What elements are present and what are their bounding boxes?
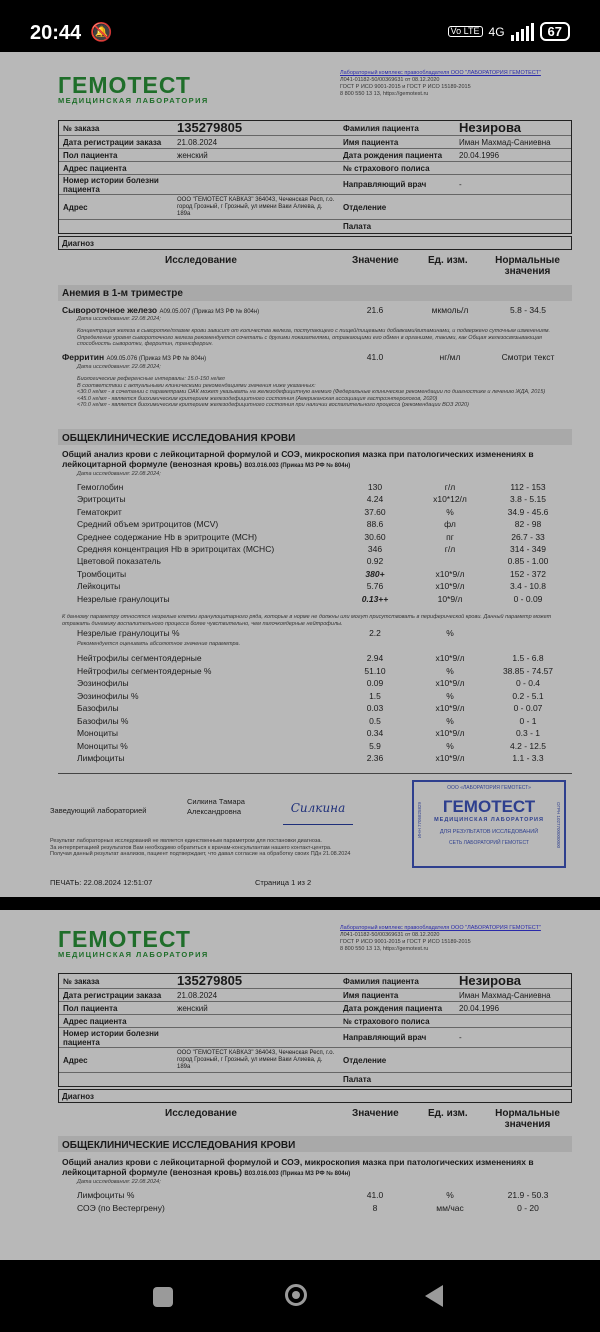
row-value: 0.92 [366, 556, 384, 567]
iron-unit: мкмоль/л [431, 305, 469, 315]
cbc-title: Общий анализ крови с лейкоцитарной формулой и СОЭ, микроскопия мазка при патологических изменениях в лейкоцитарной формуле (венозная кровь) [62, 449, 534, 469]
order-number: 135279805 [177, 973, 243, 988]
row-unit: фл [444, 519, 456, 530]
clock: 20:44 [30, 22, 82, 44]
doctor-label: Направляющий врач [343, 180, 427, 189]
back-button[interactable] [425, 1285, 443, 1307]
diagnosis-row [58, 1089, 572, 1103]
info-row [59, 194, 571, 219]
row-norm: 1.1 - 3.3 [512, 753, 544, 763]
row-value: 5.76 [366, 581, 384, 592]
row-value: 2.36 [366, 753, 384, 763]
lab-line[interactable]: Лабораторный комплекс правообладателя ООО "ЛАБОРАТОРИЯ ГЕМОТЕСТ" [340, 70, 541, 76]
reg-date: 21.08.2024 [177, 991, 218, 1000]
dob: 20.04.1996 [459, 1004, 500, 1013]
signal-icon [511, 23, 534, 41]
row-unit: % [446, 740, 454, 751]
row-norm: 21.9 - 50.3 [507, 1190, 549, 1200]
row-value: 346 [367, 544, 383, 554]
row-norm: 0 - 20 [517, 1202, 539, 1213]
row-name: Цветовой показатель [77, 556, 161, 567]
cbc-title-block [62, 1157, 570, 1179]
surname: Незирова [459, 120, 522, 135]
name-label: Имя пациента [343, 138, 399, 147]
col-value: Значение [352, 1108, 399, 1119]
diagnosis-label: Диагноз [62, 1092, 94, 1101]
col-unit: Ед. изм. [428, 1108, 468, 1119]
system-nav-bar [0, 1262, 600, 1332]
stamp-side-right: ОГРН 1027700000000 [556, 802, 561, 848]
info-row [59, 1001, 571, 1014]
name-label: Имя пациента [343, 991, 399, 1000]
row-norm: 112 - 153 [510, 482, 546, 492]
row-norm: 0.85 - 1.00 [507, 556, 549, 567]
col-study: Исследование [165, 1108, 237, 1119]
cbc-title: Общий анализ крови с лейкоцитарной формулой и СОЭ, микроскопия мазка при патологических изменениях в лейкоцитарной формуле (венозная кровь) [62, 1157, 534, 1177]
row-value: 88.6 [366, 519, 384, 530]
brand-subtitle: МЕДИЦИНСКАЯ ЛАБОРАТОРИЯ [58, 950, 209, 959]
row-name: Гематокрит [77, 506, 122, 517]
row-value: 51.10 [364, 665, 386, 676]
status-icons [448, 22, 570, 41]
ferritin-unit: нг/мл [439, 352, 461, 362]
row-unit: % [446, 1190, 454, 1200]
info-row [59, 148, 571, 161]
info-row [59, 174, 571, 194]
row-unit: 10*9/л [437, 593, 463, 604]
row-norm: 34.9 - 45.6 [507, 506, 549, 517]
lab-line[interactable]: 8 800 550 13 13, https://gemotest.ru [340, 946, 429, 952]
anemia-title: Анемия в 1-м триместре [62, 288, 183, 299]
info-row [59, 1014, 571, 1027]
info-row [59, 161, 571, 174]
brand-subtitle: МЕДИЦИНСКАЯ ЛАБОРАТОРИЯ [58, 96, 209, 105]
dob: 20.04.1996 [459, 151, 500, 160]
lab-line: ГОСТ Р ИСО 9001-2015 и ГОСТ Р ИСО 15189-2015 [340, 84, 471, 90]
volte-icon: Vo LTE [448, 26, 483, 37]
status-bar [0, 0, 600, 60]
iron-code: A09.05.007 (Приказ МЗ РФ № 804н) [159, 309, 260, 315]
row-norm: 152 - 372 [510, 568, 546, 579]
row-unit: мм/час [436, 1202, 464, 1213]
stamp-sub: МЕДИЦИНСКАЯ ЛАБОРАТОРИЯ [434, 817, 544, 823]
info-row [59, 974, 571, 988]
row-value: 0.13++ [361, 593, 389, 604]
row-name: Нейтрофилы сегментоядерные [77, 653, 202, 663]
doctor-label: Направляющий врач [343, 1033, 427, 1042]
row-name: Моноциты [77, 728, 118, 738]
row-unit: x10*12/л [433, 494, 467, 505]
info-row [59, 219, 571, 233]
lab-line: Л041-01182-50/00369631 от 08.12.2020 [340, 932, 440, 938]
stamp-bottom: СЕТЬ ЛАБОРАТОРИЙ ГЕМОТЕСТ [449, 840, 529, 846]
ig-pct-value: 2.2 [369, 628, 381, 638]
info-row [59, 1072, 571, 1086]
row-name: Базофилы [77, 703, 119, 713]
lab-line: Л041-01182-50/00369631 от 08.12.2020 [340, 77, 440, 83]
signature: Силкина [283, 794, 353, 825]
lab-line: ГОСТ Р ИСО 9001-2015 и ГОСТ Р ИСО 15189-2015 [340, 939, 471, 945]
row-name: Лимфоциты [77, 753, 125, 763]
diagnosis-row [58, 236, 572, 250]
row-value: 2.94 [366, 653, 384, 663]
history-label: Номер истории болезни пациента [63, 1029, 159, 1047]
row-name: Нейтрофилы сегментоядерные % [77, 665, 212, 676]
row-value: 0.34 [366, 728, 384, 738]
row-norm: 0.3 - 1 [515, 728, 541, 738]
home-button[interactable] [285, 1284, 307, 1306]
info-row [59, 1047, 571, 1072]
row-value: 37.60 [364, 506, 386, 517]
disclaimer: Результат лабораторных исследований не является единственным параметром для постановки диагноза. За интерпретацией результатов Вам необходимо обратиться к врачам-консультантам нашего контакт-центра. Получая данный результат анализов, пациент подтверждает, что давал согласие на обработку своих ПДн 21.08.2024 [50, 838, 351, 858]
head-name: Силкина Тамара Александровна [187, 797, 245, 816]
row-unit: % [446, 665, 454, 676]
lab-address: ООО "ГЕМОТЕСТ КАВКАЗ" 364043, Чеченская Респ, г.о. город Грозный, г Грозный, ул имени Ваки Алиева, д. 189а [177, 197, 335, 217]
row-unit: x10*9/л [435, 678, 465, 688]
document-page-2 [0, 910, 600, 1260]
ig-pct-unit: % [446, 628, 454, 638]
ig-pct-note: Рекомендуется оценивать абсолютное значение параметра. [77, 641, 241, 647]
policy-label: № страхового полиса [343, 1017, 430, 1026]
dob-label: Дата рождения пациента [343, 1004, 443, 1013]
row-value: 5.9 [369, 740, 381, 751]
row-name: Гемоглобин [77, 482, 124, 492]
cbc-code: B03.016.003 (Приказ МЗ РФ № 804н) [244, 1171, 351, 1177]
ward-label: Палата [343, 222, 372, 231]
row-norm: 82 - 98 [514, 519, 542, 530]
info-row [59, 121, 571, 135]
row-norm: 0 - 1 [519, 715, 537, 726]
cbc-date: Дата исследования: 22.08.2024; [77, 471, 161, 477]
sex-label: Пол пациента [63, 151, 118, 160]
surname-label: Фамилия пациента [343, 977, 419, 986]
row-name: Незрелые гранулоциты [77, 593, 170, 604]
row-norm: 0 - 0.4 [515, 678, 541, 688]
row-norm: 3.8 - 5.15 [510, 494, 546, 505]
iron-name: Сывороточное железо [62, 305, 158, 315]
row-value: 0.09 [366, 678, 384, 688]
cbc-section: ОБЩЕКЛИНИЧЕСКИЕ ИССЛЕДОВАНИЯ КРОВИ [62, 1140, 296, 1151]
col-unit: Ед. изм. [428, 255, 468, 266]
row-name: Тромбоциты [77, 568, 127, 579]
row-value: 30.60 [364, 531, 386, 542]
row-norm: 314 - 349 [510, 544, 546, 554]
row-unit: % [446, 506, 454, 517]
brand-logo [58, 928, 209, 959]
info-row [59, 135, 571, 148]
col-study: Исследование [165, 255, 237, 266]
recents-button[interactable] [153, 1287, 173, 1307]
stamp-top: ООО «ЛАБОРАТОРИЯ ГЕМОТЕСТ» [447, 785, 531, 791]
row-norm: 0 - 0.09 [513, 593, 543, 604]
addr-label: Адрес [63, 203, 88, 212]
patient-name: Иман Махмад-Саниевна [459, 991, 551, 1000]
row-value: 41.0 [366, 1190, 384, 1200]
mute-icon: 🔕 [90, 22, 113, 42]
row-name: Лейкоциты [77, 581, 121, 592]
reg-label: Дата регистрации заказа [63, 138, 162, 147]
patient-info-table [58, 973, 572, 1087]
sex: женский [177, 151, 208, 160]
row-norm: 3.4 - 10.8 [510, 581, 546, 592]
ig-note: К данному параметру относятся незрелые клетки гранулоцитарного ряда, которые в норме не должны или могут присутствовать в периферической крови. Данный параметр может отражать динамику воспалительного процесса более чувствительно, чем палочкоядерные нейтрофилы. [62, 614, 552, 627]
address-label: Адрес пациента [63, 1017, 127, 1026]
ferritin-row [62, 352, 206, 362]
row-unit: x10*9/л [435, 703, 465, 713]
row-name: Эозинофилы % [77, 690, 139, 701]
print-time: ПЕЧАТЬ: 22.08.2024 12:51:07 [50, 878, 153, 887]
document-page-1 [0, 52, 600, 897]
iron-note: Концентрация железа в сыворотке/плазме крови зависит от количества железа, поступающего с пищей/пищевыми добавками/витаминами, и подвержено суточным изменениям. Определение уровня сывороточного железа рекомендуется сочетать с другими показателями, отражающими его обмен в организме, такими, как Общая железосвязывающая способность сыворотки, ферритин, трансферрин. [77, 328, 551, 348]
row-unit: % [446, 690, 454, 701]
col-norm: Нормальные значения [495, 1108, 560, 1130]
surname-label: Фамилия пациента [343, 124, 419, 133]
iron-value: 21.6 [366, 305, 384, 315]
diagnosis-label: Диагноз [62, 239, 94, 248]
row-norm: 4.2 - 12.5 [510, 740, 546, 751]
sex-label: Пол пациента [63, 1004, 118, 1013]
dob-label: Дата рождения пациента [343, 151, 443, 160]
order-label: № заказа [63, 124, 100, 133]
lab-info [340, 70, 580, 98]
network-label: 4G [488, 24, 505, 39]
brand-name: ГЕМОТЕСТ [58, 926, 191, 952]
patient-name: Иман Махмад-Саниевна [459, 138, 551, 147]
info-row [59, 1027, 571, 1047]
col-norm: Нормальные значения [495, 255, 560, 277]
row-value: 380+ [365, 568, 385, 579]
row-name: Базофилы % [77, 715, 129, 726]
dept-label: Отделение [343, 203, 387, 212]
page-separator [0, 897, 600, 910]
row-unit: г/л [444, 482, 456, 492]
row-name: Среднее содержание Hb в эритроците (MCH) [77, 531, 257, 542]
doctor: - [459, 1033, 462, 1042]
sex: женский [177, 1004, 208, 1013]
ferritin-code: A09.05.076 (Приказ МЗ РФ № 804н) [106, 356, 207, 362]
row-unit: x10*9/л [435, 653, 465, 663]
ferritin-name: Ферритин [62, 352, 105, 362]
stamp-brand: ГЕМОТЕСТ [442, 797, 536, 816]
surname: Незирова [459, 973, 522, 988]
row-name: Моноциты % [77, 740, 128, 751]
page-number: Страница 1 из 2 [255, 878, 312, 887]
row-norm: 38.85 - 74.57 [502, 665, 554, 676]
row-norm: 26.7 - 33 [511, 531, 545, 542]
row-name: СОЭ (по Вестергрену) [77, 1202, 165, 1213]
row-unit: г/л [444, 544, 456, 554]
ferritin-note: Биологические референсные интервалы: 15.0-150 нг/мл В соответствии с актуальными клиническими рекомендациями значения ниже указанных: <30.0 нг/мл - в сочетании с параметрами ОАК может указывать на железодефицитную анемию (Федеральные клинические рекомендации по диагностике и лечению ЖДА, 2015) <45.0 нг/мл - является биохимическим критерием железодефицитного состояния (Американская ассоциация гастроэнтерологов, 2020) <70.0 нг/мл - является биохимическим критерием железодефицитного состояния при наличии воспалительного процесса (рекомендации ВОЗ 2020) [77, 376, 546, 409]
row-unit: x10*9/л [435, 753, 465, 763]
row-name: Средний объем эритроцитов (MCV) [77, 519, 219, 530]
row-value: 8 [372, 1202, 378, 1213]
lab-stamp [412, 780, 566, 868]
order-number: 135279805 [177, 120, 243, 135]
dept-label: Отделение [343, 1056, 387, 1065]
row-name: Средняя концентрация Hb в эритроцитах (MCHC) [77, 544, 275, 554]
ig-pct-name: Незрелые гранулоциты % [77, 628, 180, 638]
row-unit: % [446, 715, 454, 726]
row-value: 0.5 [369, 715, 381, 726]
policy-label: № страхового полиса [343, 164, 430, 173]
row-unit: x10*9/л [435, 581, 465, 592]
stamp-mid: ДЛЯ РЕЗУЛЬТАТОВ ИССЛЕДОВАНИЙ [439, 829, 539, 835]
cbc-date: Дата исследования: 22.08.2024; [77, 1179, 161, 1185]
ferritin-norm: Смотри текст [501, 352, 555, 362]
row-name: Лимфоциты % [77, 1190, 135, 1200]
row-value: 1.5 [369, 690, 381, 701]
row-norm: 0.2 - 5.1 [512, 690, 544, 701]
row-value: 130 [367, 482, 383, 492]
row-unit: x10*9/л [435, 568, 465, 579]
cbc-code: B03.016.003 (Приказ МЗ РФ № 804н) [244, 463, 351, 469]
lab-line[interactable]: 8 800 550 13 13, https://gemotest.ru [340, 91, 429, 97]
head-label: Заведующий лабораторией [50, 806, 147, 815]
patient-info-table [58, 120, 572, 234]
iron-norm: 5.8 - 34.5 [510, 305, 546, 315]
address-label: Адрес пациента [63, 164, 127, 173]
reg-date: 21.08.2024 [177, 138, 218, 147]
divider [58, 773, 572, 774]
brand-logo [58, 74, 209, 105]
col-value: Значение [352, 255, 399, 266]
row-value: 0.03 [366, 703, 384, 713]
order-label: № заказа [63, 977, 100, 986]
iron-date: Дата исследования: 22.08.2024; [77, 316, 161, 322]
row-name: Эозинофилы [77, 678, 129, 688]
reg-label: Дата регистрации заказа [63, 991, 162, 1000]
stamp-side-left: ИНН 7705825829 [417, 802, 422, 839]
cbc-section: ОБЩЕКЛИНИЧЕСКИЕ ИССЛЕДОВАНИЯ КРОВИ [62, 433, 296, 444]
cbc-title-block [62, 449, 570, 471]
ferritin-date: Дата исследования: 22.08.2024; [77, 364, 161, 370]
row-unit: пг [446, 531, 454, 542]
row-unit: x10*9/л [435, 728, 465, 738]
battery-icon: 67 [540, 22, 570, 41]
info-row [59, 988, 571, 1001]
row-name: Эритроциты [77, 494, 126, 505]
iron-row [62, 305, 259, 315]
doctor: - [459, 180, 462, 189]
row-norm: 0 - 0.07 [513, 703, 543, 713]
ferritin-value: 41.0 [366, 352, 384, 362]
row-value: 4.24 [366, 494, 384, 505]
lab-line[interactable]: Лабораторный комплекс правообладателя ООО "ЛАБОРАТОРИЯ ГЕМОТЕСТ" [340, 925, 541, 931]
lab-info [340, 925, 580, 953]
ward-label: Палата [343, 1075, 372, 1084]
history-label: Номер истории болезни пациента [63, 176, 159, 194]
lab-address: ООО "ГЕМОТЕСТ КАВКАЗ" 364043, Чеченская Респ, г.о. город Грозный, г Грозный, ул имени Ваки Алиева, д. 189а [177, 1050, 335, 1070]
addr-label: Адрес [63, 1056, 88, 1065]
row-norm: 1.5 - 6.8 [512, 653, 544, 663]
brand-name: ГЕМОТЕСТ [58, 72, 191, 98]
